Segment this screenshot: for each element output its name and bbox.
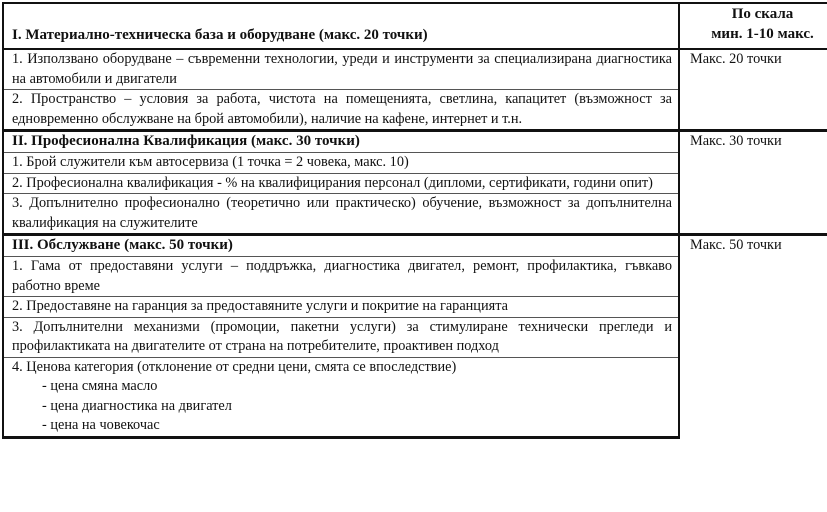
section-1-item-1: 1. Използвано оборудване – съвременни технологии, уреди и инструменти за специализирана диагностика на автомобили и двигатели [3,49,679,90]
section-3-title: III. Обслужване (макс. 50 точки) [3,235,679,257]
section-3-item-3: 3. Допълнителни механизми (промоции, пакетни услуги) за стимулиране технически прегледи и профилактиката на двигателите от страна на потребителите, проактивен подход [3,317,679,357]
section-2-item-2: 2. Професионална квалификация - % на квалифицирания персонал (дипломи, сертификати, години опит) [3,173,679,194]
section-1-score: Макс. 20 точки [679,49,827,131]
section-3-score: Макс. 50 точки [679,235,827,438]
section-1-item-2: 2. Пространство – условия за работа, чистота на помещенията, светлина, капацитет (възможност за едновременно обслужване на брой автомобили), наличие на кафене, интернет и т.н. [3,90,679,131]
section-2-score: Макс. 30 точки [679,131,827,235]
price-oil-change: - цена смяна масло [42,378,158,394]
section-1-title: I. Материално-техническа база и оборудване (макс. 20 точки) [3,3,679,49]
section-3-title-row [3,235,827,257]
score-scale-line2: мин. 1-10 макс. [711,26,814,42]
section-2-item-3: 3. Допълнително професионално (теоретично или практическо) обучение, възможност за допълнителна квалификация на служителите [3,194,679,235]
evaluation-criteria-document [2,2,823,439]
section-2-title-row [3,131,827,153]
section-3-item-4-text: 4. Ценова категория (отклонение от средни цени, смята се впоследствие) [12,358,457,375]
criteria-table [2,2,827,439]
score-scale-header [679,3,827,49]
score-scale-line1: По скала [731,6,794,22]
price-engine-diagnostics: - цена диагностика на двигател [42,397,232,414]
section-3-item-2: 2. Предоставяне на гаранция за предоставяните услуги и покритие на гаранцията [3,297,679,318]
section-3-item-4 [3,357,679,437]
price-man-hour: - цена на човекочас [42,417,160,433]
header-row [3,3,827,49]
section-2-title: II. Професионална Квалификация (макс. 30 точки) [3,131,679,153]
section-1-row-1 [3,49,827,90]
section-2-item-1: 1. Брой служители към автосервиза (1 точка = 2 човека, макс. 10) [3,153,679,174]
section-3-item-1: 1. Гама от предоставяни услуги – поддръжка, диагностика двигател, ремонт, профилактика, гъвкаво работно време [3,257,679,297]
